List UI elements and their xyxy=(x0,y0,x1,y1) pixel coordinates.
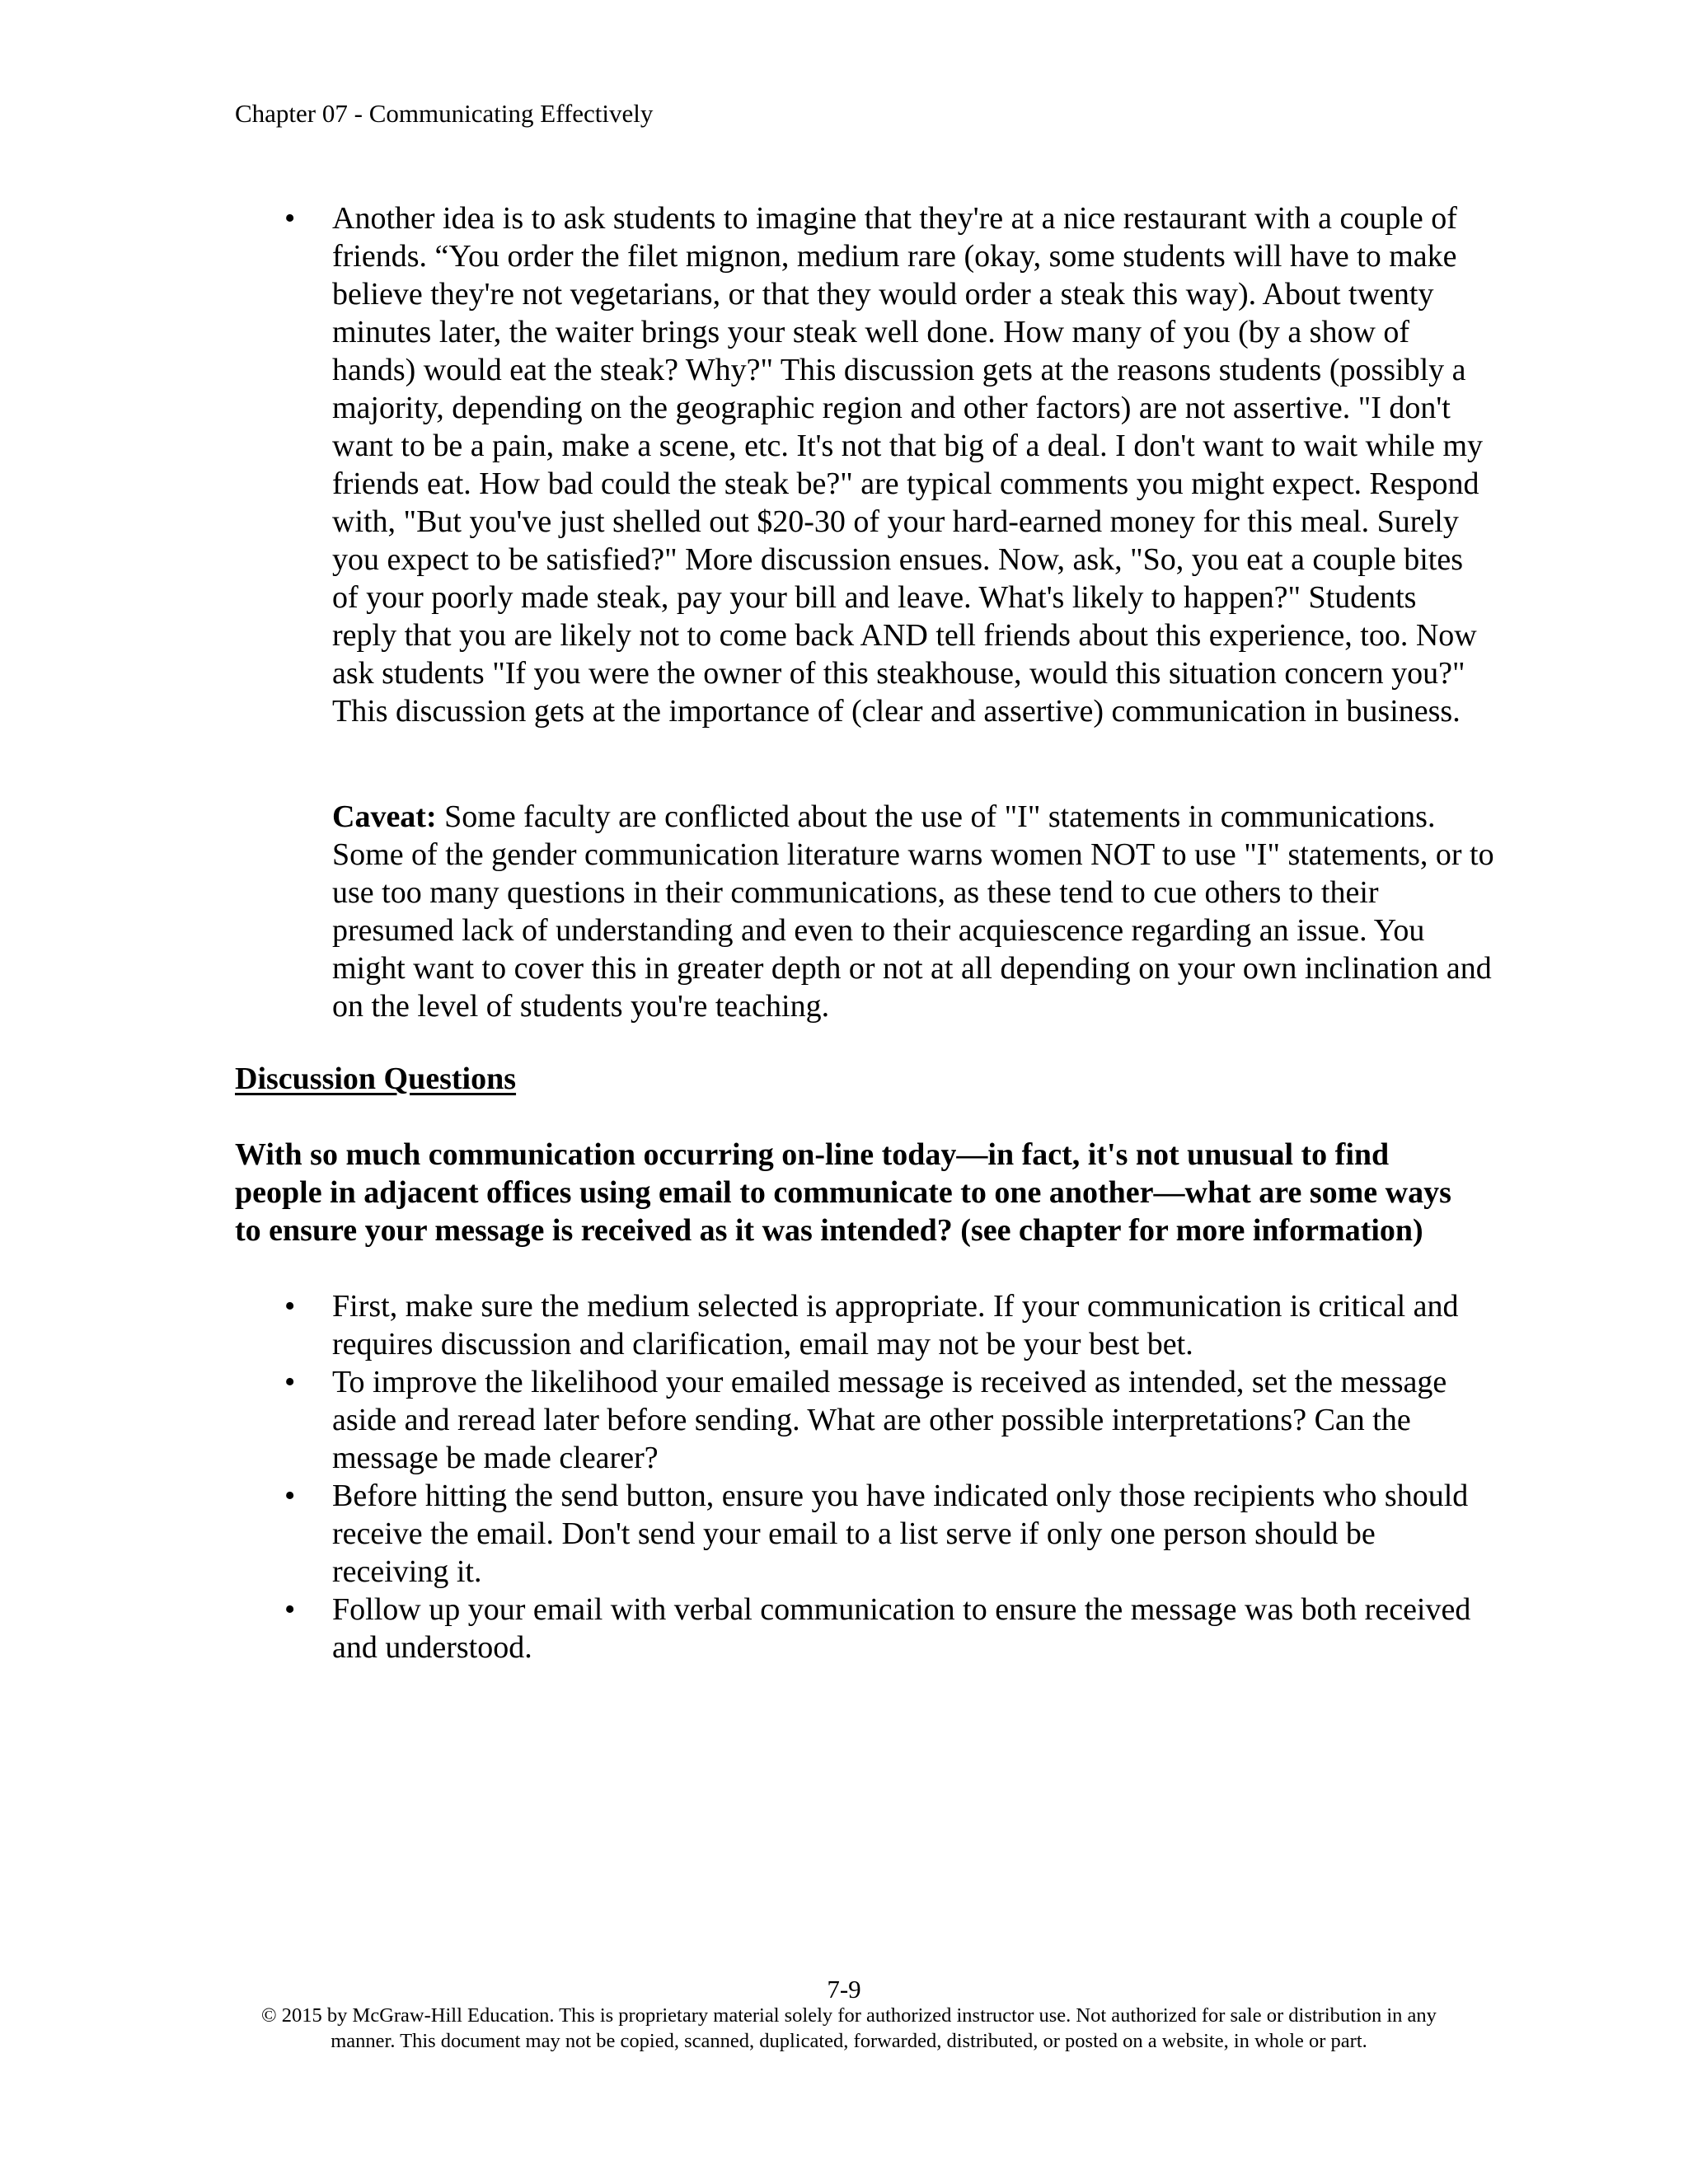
bullet-icon: • xyxy=(284,201,296,236)
bullet-text: First, make sure the medium selected is appropriate. If your communication is critical and requires discussion and clarification, email may not be your best bet. xyxy=(332,1289,1459,1361)
bullet-text: To improve the likelihood your emailed message is received as intended, set the message aside and reread later before sending. What are other possible interpretations? Can the message be made clearer? xyxy=(332,1365,1447,1475)
answer-bullet-list xyxy=(235,1287,1488,1666)
list-item xyxy=(235,1591,1488,1666)
discussion-question: With so much communication occurring on-line today—in fact, it's not unusual to find people in adjacent offices using email to communicate to one another—what are some ways to ensure your message is received as it was intended? (see chapter for more information) xyxy=(235,1137,1451,1248)
bullet-text: Before hitting the send button, ensure you have indicated only those recipients who should receive the email. Don't send your email to a list serve if only one person should be receiving it. xyxy=(332,1479,1469,1589)
bullet-icon: • xyxy=(284,1289,296,1324)
bullet-text: Follow up your email with verbal communication to ensure the message was both received and understood. xyxy=(332,1592,1471,1665)
section-heading: Discussion Questions xyxy=(235,1062,517,1096)
bullet-text: Another idea is to ask students to imagine that they're at a nice restaurant with a couple of friends. “You order the filet mignon, medium rare (okay, some students will have to make believe they're not vegetarians, or that they would order a steak this way). About twenty minutes later, the waiter brings your steak well done. How many of you (by a show of hands) would eat the steak? Why?" This discussion gets at the reasons students (possibly a majority, depending on the geographic region and other factors) are not assertive. "I don't want to be a pain, make a scene, etc. It's not that big of a deal. I don't want to wait while my friends eat. How bad could the steak be?" are typical comments you might expect. Respond with, "But you've just shelled out $20-30 of your hard-earned money for this meal. Surely you expect to be satisfied?" More discussion ensues. Now, ask, "So, you eat a couple bites of your poorly made steak, pay your bill and leave. What's likely to happen?" Students reply that you are likely not to come back AND tell friends about this experience, too. Now ask students "If you were the owner of this steakhouse, would this situation concern you?" This discussion gets at the importance of (clear and assertive) communication in business. xyxy=(332,201,1484,729)
list-item xyxy=(235,1363,1488,1477)
list-item xyxy=(235,199,1488,730)
list-item xyxy=(235,1287,1488,1363)
bullet-icon: • xyxy=(284,1592,296,1627)
list-item xyxy=(235,1477,1488,1591)
caveat-label: Caveat: xyxy=(332,799,437,834)
caveat-text: Some faculty are conflicted about the use of "I" statements in communications. Some of the gender communication literature warns women NOT to use "I" statements, or to use too many questions in their communications, as these tend to cue others to their presumed lack of understanding and even to their acquiescence regarding an issue. You might want to cover this in greater depth or not at all depending on your own inclination and on the level of students you're teaching. xyxy=(332,799,1494,1024)
bullet-icon: • xyxy=(284,1479,296,1513)
copyright-notice: © 2015 by McGraw-Hill Education. This is proprietary material solely for authorized instructor use. Not authorized for sale or distribution in any manner. This document may not be copied, scanned, duplicated, forwarded, distributed, or posted on a website, in whole or part. xyxy=(261,2004,1437,2052)
intro-bullet-list xyxy=(235,199,1488,730)
bullet-icon: • xyxy=(284,1365,296,1399)
page-number: 7-9 xyxy=(827,1975,861,2004)
running-header: Chapter 07 - Communicating Effectively xyxy=(235,99,654,128)
caveat-paragraph xyxy=(332,798,1503,1025)
